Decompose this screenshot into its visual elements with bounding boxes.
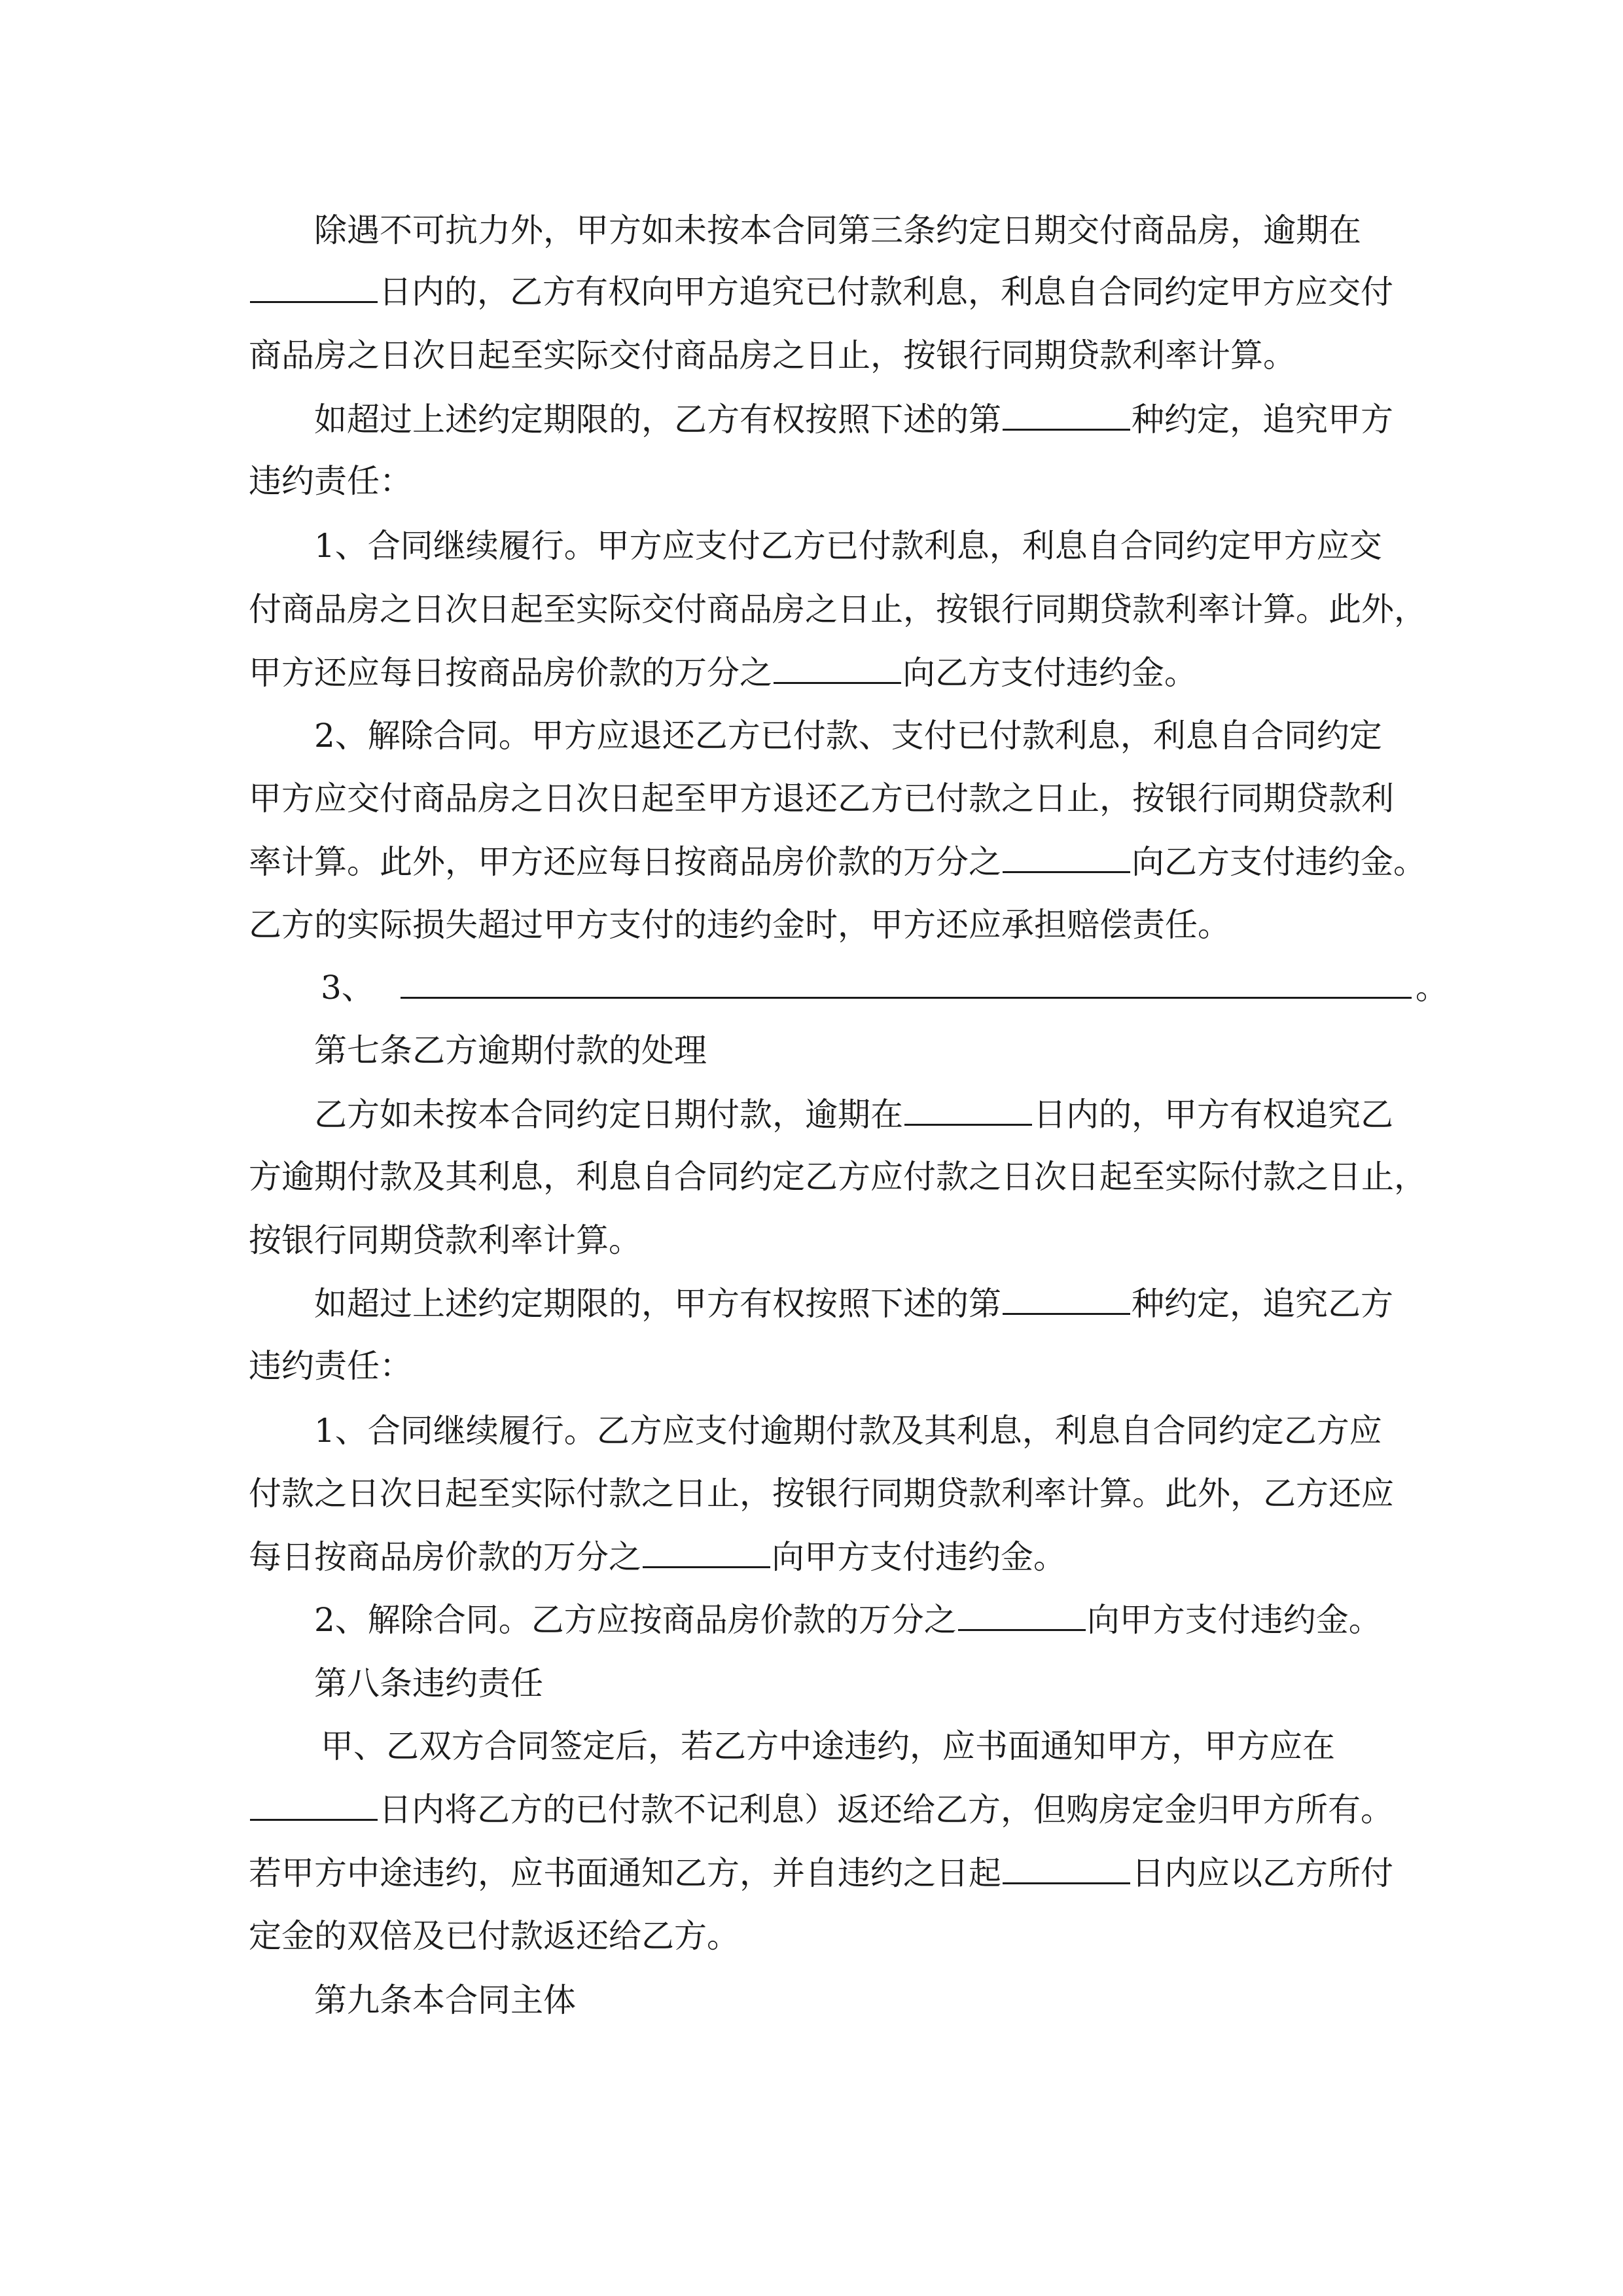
text-line [314,1281,1400,1327]
text-line [314,713,1400,759]
line-text: 1、合同继续履行。甲方应支付乙方已付款利息，利息自合同约定甲方应交 [314,527,1382,565]
text-line [249,458,1400,504]
text-line [249,1217,1400,1263]
text-line [249,902,1400,948]
line-text: 每日按商品房价款的万分之 [249,1538,641,1576]
line-text: 付款之日次日起至实际付款之日止，按银行同期贷款利率计算。此外，乙方还应 [249,1475,1394,1513]
line-text: 向乙方支付违约金。 [902,654,1197,692]
text-line [249,1913,1400,1959]
line-text: 率计算。此外，甲方还应每日按商品房价款的万分之 [249,843,1001,881]
text-line [314,1977,1400,2023]
fill-in-blank [774,652,901,684]
fill-in-blank [401,967,1412,999]
text-line [249,1343,1400,1389]
fill-in-blank [643,1536,770,1568]
fill-in-blank [1003,1283,1130,1315]
line-text: 违约责任： [249,462,412,500]
line-text: 向乙方支付违约金。 [1132,843,1426,881]
text-line [249,839,1426,885]
fill-in-blank [250,271,378,303]
fill-in-blank [958,1599,1086,1631]
text-line [314,207,1400,253]
text-line [249,332,1400,378]
line-text: 如超过上述约定期限的，甲方有权按照下述的第 [314,1285,1001,1323]
text-line [321,1723,1400,1769]
text-line [314,1408,1400,1454]
line-text: 种约定，追究乙方 [1132,1285,1393,1323]
line-text: 日内应以乙方所付 [1132,1854,1393,1892]
line-text: 3、 [321,969,374,1007]
text-line [249,1534,1400,1580]
line-text: 种约定，追究甲方 [1132,401,1393,439]
text-line [249,650,1400,696]
text-line [314,1660,1400,1706]
line-text: 甲、乙双方合同签定后，若乙方中途违约，应书面通知甲方，甲方应在 [321,1727,1335,1765]
section-heading: 第八条违约责任 [314,1664,543,1702]
text-line [249,1154,1427,1200]
line-text: 甲方还应每日按商品房价款的万分之 [249,654,772,692]
line-text: 1、合同继续履行。乙方应支付逾期付款及其利息，利息自合同约定乙方应 [314,1412,1382,1450]
line-text: 日内的，乙方有权向甲方追究已付款利息，利息自合同约定甲方应交付 [379,273,1393,311]
fill-in-blank [250,1789,378,1821]
line-text: 乙方的实际损失超过甲方支付的违约金时，甲方还应承担赔偿责任。 [249,906,1230,944]
line-text: 日内将乙方的已付款不记利息）返还给乙方，但购房定金归甲方所有。 [379,1791,1393,1829]
line-text: 日内的，甲方有权追究乙 [1033,1096,1393,1134]
line-text: 除遇不可抗力外，甲方如未按本合同第三条约定日期交付商品房，逾期在 [314,211,1361,249]
text-line [249,1787,1400,1833]
line-text: 如超过上述约定期限的，乙方有权按照下述的第 [314,401,1001,439]
text-line [314,397,1400,442]
line-text: 2、解除合同。甲方应退还乙方已付款、支付已付款利息，利息自合同约定 [314,717,1382,755]
section-heading: 第七条乙方逾期付款的处理 [314,1031,707,1069]
line-text: 定金的双倍及已付款返还给乙方。 [249,1917,740,1955]
text-line [314,1597,1400,1643]
line-text: 甲方应交付商品房之日次日起至甲方退还乙方已付款之日止，按银行同期贷款利 [249,780,1394,817]
text-line [321,965,1448,1011]
text-line [314,523,1400,569]
line-text: 商品房之日次日起至实际交付商品房之日止，按银行同期贷款利率计算。 [249,336,1296,374]
line-text: 乙方如未按本合同约定日期付款，逾期在 [314,1096,903,1134]
fill-in-blank [1003,1852,1130,1884]
section-heading: 第九条本合同主体 [314,1981,576,2019]
line-text: 付商品房之日次日起至实际交付商品房之日止，按银行同期贷款利率计算。此外， [249,590,1427,628]
fill-in-blank [904,1094,1032,1126]
text-line [249,1850,1400,1896]
line-text: 。 [1415,969,1448,1007]
line-text: 2、解除合同。乙方应按商品房价款的万分之 [314,1601,957,1639]
text-line [249,1471,1400,1516]
text-line [249,269,1400,315]
line-text: 向甲方支付违约金。 [1086,1601,1382,1639]
text-line [249,776,1400,821]
text-line [249,586,1427,632]
line-text: 方逾期付款及其利息，利息自合同约定乙方应付款之日次日起至实际付款之日止， [249,1158,1427,1196]
fill-in-blank [1003,399,1130,431]
text-line [314,1028,1400,1073]
line-text: 若甲方中途违约，应书面通知乙方，并自违约之日起 [249,1854,1001,1892]
line-text: 向甲方支付违约金。 [772,1538,1066,1576]
line-text: 按银行同期贷款利率计算。 [249,1221,641,1259]
line-text: 违约责任： [249,1347,412,1385]
text-line [314,1092,1400,1138]
fill-in-blank [1003,841,1130,873]
